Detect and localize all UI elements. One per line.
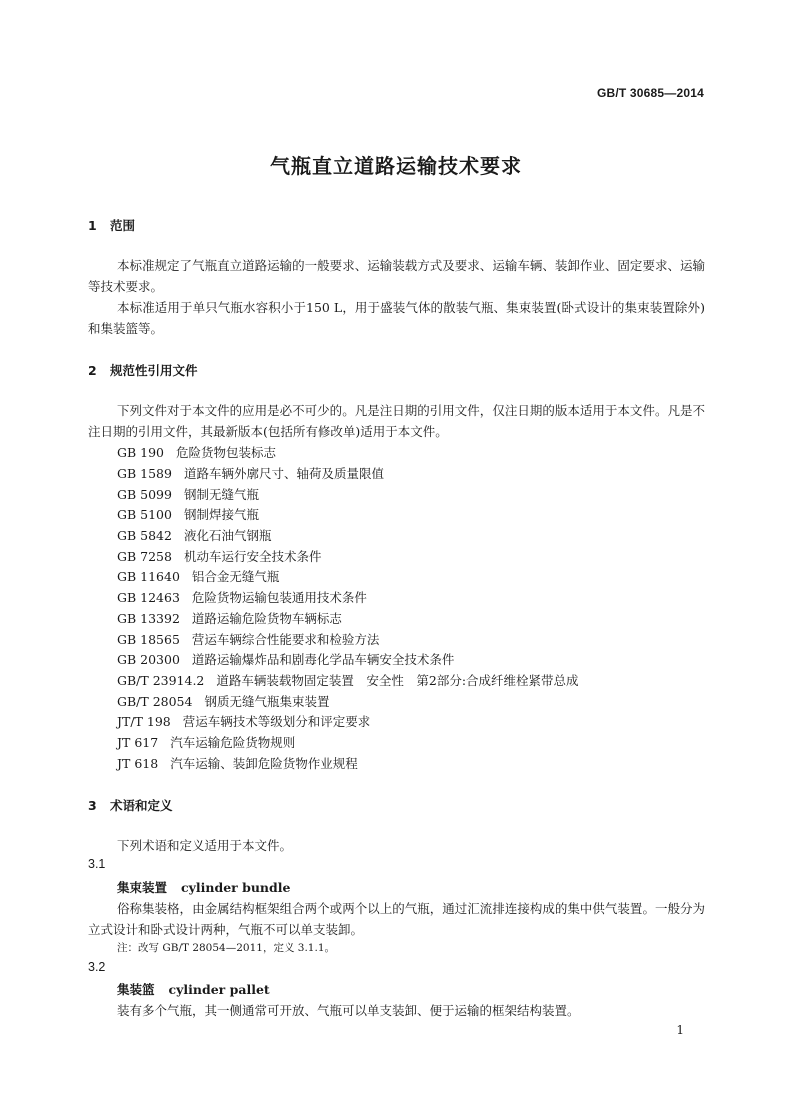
reference-item [117,609,342,627]
references-intro-paragraph: 下列文件对于本文件的应用是必不可少的。凡是注日期的引用文件，仅注日期的版本适用于本文件。凡是不注日期的引用文件，其最新版本(包括所有修改单)适用于本文件。 [88,403,705,439]
reference-item [117,443,276,461]
term-definition: 俗称集装格，由金属结构框架组合两个或两个以上的气瓶，通过汇流排连接构成的集中供气装置。一般分为立式设计和卧式设计两种，气瓶不可以单支装卸。 [88,901,705,937]
reference-code: GB 5099 [117,487,172,502]
scope-paragraph-2: 本标准适用于单只气瓶水容积小于150 L，用于盛装气体的散装气瓶、集束装置(卧式设计的集束装置除外)和集装篮等。 [88,300,705,336]
reference-title: 铝合金无缝气瓶 [191,569,280,584]
reference-code: GB 20300 [117,652,180,667]
term-number: 3.2 [88,960,106,974]
reference-item [117,588,367,606]
reference-title: 钢制无缝气瓶 [183,487,259,502]
reference-item [117,671,579,689]
reference-item [117,650,454,668]
document-title: 气瓶直立道路运输技术要求 [270,154,522,178]
section-number: 2 [88,363,97,378]
page-number: 1 [676,1023,684,1037]
reference-item [117,630,379,648]
reference-title: 钢制焊接气瓶 [183,507,259,522]
term-heading [117,878,290,896]
term-definition: 装有多个气瓶，其一侧通常可开放、气瓶可以单支装卸、便于运输的框架结构装置。 [117,1003,580,1018]
section-title: 范围 [110,218,136,233]
reference-code: GB 11640 [117,569,180,584]
reference-title: 危险货物运输包装通用技术条件 [191,590,367,605]
reference-item [117,754,358,772]
reference-item [117,547,321,565]
section-3-heading [88,796,173,814]
reference-title: 钢质无缝气瓶集束装置 [204,694,330,709]
standard-code-header: GB/T 30685—2014 [596,86,704,100]
reference-code: GB 1589 [117,466,172,481]
reference-code: JT 617 [117,735,159,750]
section-1-heading [88,216,135,234]
term-chinese: 集装篮 [117,982,155,997]
section-number: 1 [88,218,97,233]
reference-item [117,505,259,523]
reference-code: GB 18565 [117,632,180,647]
reference-title: 机动车运行安全技术条件 [183,549,322,564]
reference-title: 液化石油气钢瓶 [183,528,272,543]
term-english: cylinder bundle [181,880,291,895]
reference-code: GB/T 28054 [117,694,193,709]
reference-item [117,485,259,503]
reference-code: JT/T 198 [117,714,171,729]
reference-code: GB 5100 [117,507,172,522]
reference-title: 汽车运输、装卸危险货物作业规程 [170,756,358,771]
reference-item [117,712,370,730]
reference-title: 道路运输危险货物车辆标志 [191,611,342,626]
section-title: 规范性引用文件 [110,363,198,378]
reference-code: GB 13392 [117,611,180,626]
scope-paragraph-1: 本标准规定了气瓶直立道路运输的一般要求、运输装载方式及要求、运输车辆、装卸作业、固定要求、运输等技术要求。 [88,258,705,294]
term-heading [117,980,270,998]
reference-title: 道路车辆装载物固定装置 安全性 第2部分:合成纤维栓紧带总成 [216,673,579,688]
term-note: 注：改写 GB/T 28054—2011，定义 3.1.1。 [117,942,335,954]
reference-title: 危险货物包装标志 [176,445,277,460]
reference-code: JT 618 [117,756,159,771]
section-number: 3 [88,798,97,813]
reference-code: GB 12463 [117,590,180,605]
reference-title: 营运车辆技术等级划分和评定要求 [182,714,371,729]
reference-item [117,733,295,751]
terms-intro-paragraph: 下列术语和定义适用于本文件。 [117,838,293,853]
reference-item [117,567,279,585]
reference-item [117,692,329,710]
reference-code: GB 190 [117,445,165,460]
term-chinese: 集束装置 [117,880,168,895]
section-title: 术语和定义 [110,798,173,813]
reference-code: GB 7258 [117,549,172,564]
reference-item [117,526,271,544]
reference-title: 道路运输爆炸品和剧毒化学品车辆安全技术条件 [191,652,455,667]
reference-title: 道路车辆外廓尺寸、轴荷及质量限值 [183,466,384,481]
reference-title: 汽车运输危险货物规则 [170,735,296,750]
term-english: cylinder pallet [168,982,270,997]
reference-item [117,464,384,482]
term-number: 3.1 [88,857,106,871]
reference-code: GB 5842 [117,528,172,543]
section-2-heading [88,361,198,379]
reference-code: GB/T 23914.2 [117,673,205,688]
reference-title: 营运车辆综合性能要求和检验方法 [191,632,380,647]
